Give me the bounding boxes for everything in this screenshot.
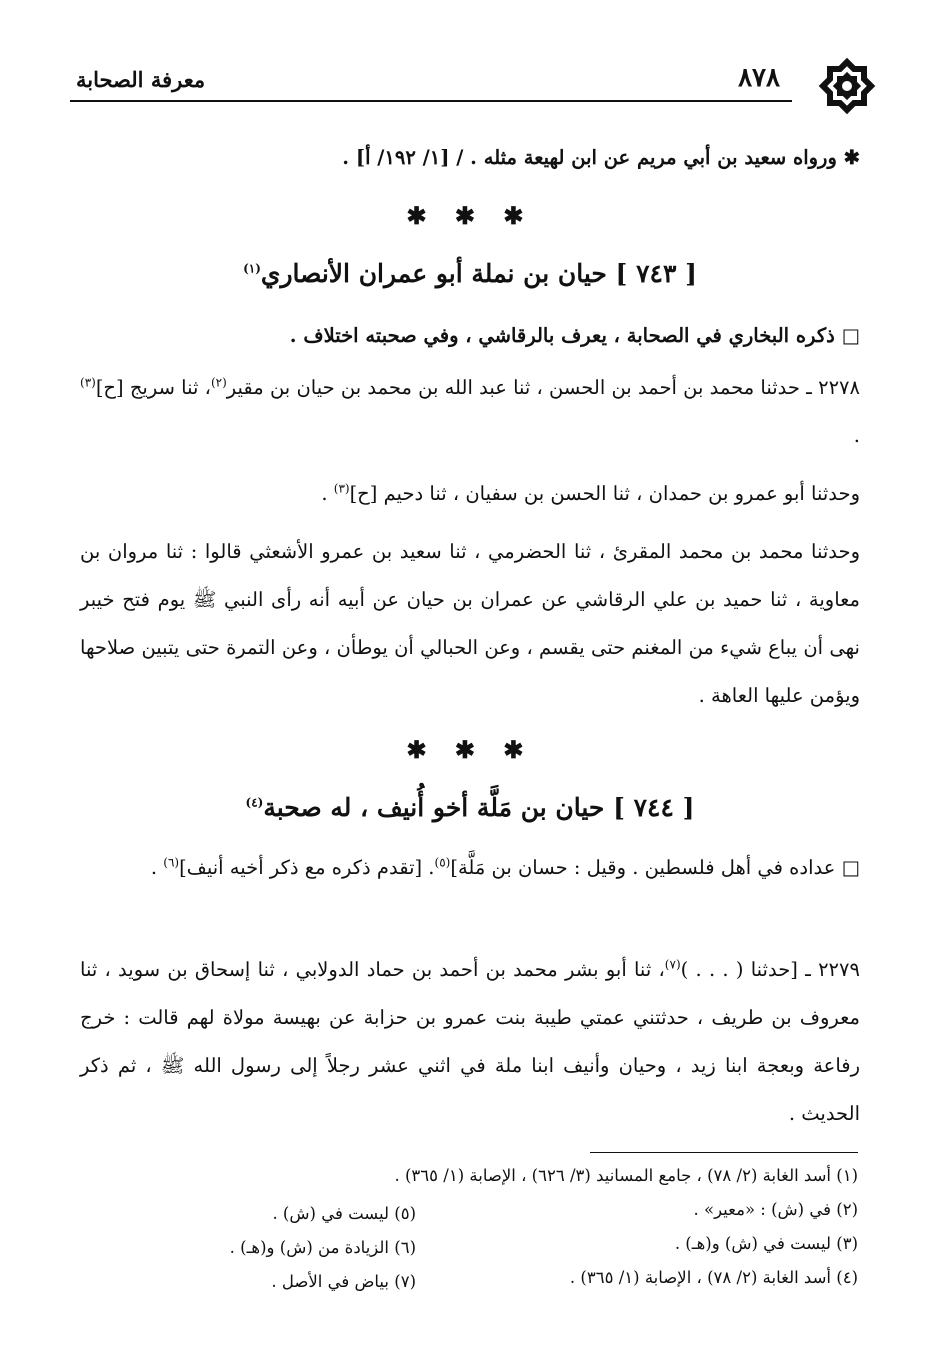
footnote-ref[interactable]: (١)	[243, 261, 261, 276]
hadith-2278-text: وحدثنا محمد بن محمد المقرئ ، ثنا الحضرمي ، ثنا سعيد بن عمرو الأشعثي قالوا : ثنا مروان بن معاوية ، ثنا حميد بن علي الرقاشي عن عمران بن حيان عن أبيه أنه رأى النبي ﷺ يوم فتح خيبر نهى أن يباع شيء من المغنم حتى يقسم ، وعن الحبالي أن يوطأن ، وعن التمرة حتى يتبين صلاحها ويؤمن عليها العاهة .	[80, 540, 860, 707]
header-rule	[70, 100, 792, 102]
book-title: معرفة الصحابة	[76, 67, 206, 92]
footnote-5: (٥) ليست في (ش) .	[272, 1204, 416, 1223]
footnote-7: (٧) بياض في الأصل .	[271, 1272, 416, 1291]
footnote-ref[interactable]: (٢)	[210, 375, 227, 390]
footnote-ref[interactable]: (٣)	[80, 375, 96, 390]
footnote-ref[interactable]: (٥)	[434, 855, 451, 870]
footnote-ref[interactable]: (٧)	[664, 957, 681, 972]
entry-743-intro: □ ذكره البخاري في الصحابة ، يعرف بالرقاشي ، وفي صحبته اختلاف .	[289, 324, 860, 347]
page-number: ٨٧٨	[738, 63, 780, 93]
ornament-icon	[816, 55, 878, 117]
separator-stars: ✱ ✱ ✱	[406, 735, 534, 764]
footnote-ref[interactable]: (٦)	[163, 855, 180, 870]
footnote-rule	[590, 1152, 858, 1153]
footnote-1: (١) أسد الغابة (٢/ ٧٨) ، جامع المسانيد (٣/ ٦٢٦) ، الإصابة (١/ ٣٦٥) .	[394, 1166, 858, 1185]
footnote-4: (٤) أسد الغابة (٢/ ٧٨) ، الإصابة (١/ ٣٦٥) .	[569, 1268, 858, 1287]
continuation-line: ✱ ورواه سعيد بن أبي مريم عن ابن لهيعة مثله . / [١/ ١٩٢/ أ] .	[342, 146, 860, 169]
footnote-ref[interactable]: (٤)	[245, 795, 264, 810]
separator-stars: ✱ ✱ ✱	[406, 201, 534, 230]
page-header	[70, 55, 870, 105]
hadith-2278-isnad: ٢٢٧٨ ـ حدثنا محمد بن أحمد بن الحسن ، ثنا عبد الله بن محمد بن حيان بن مقير$^{(٢)}$، ثنا سريج [ح]$^{(٣)}$ .	[80, 375, 860, 447]
footnote-3: (٣) ليست في (ش) و(هـ) .	[674, 1234, 858, 1253]
footnote-6: (٦) الزيادة من (ش) و(هـ) .	[229, 1238, 416, 1257]
entry-744-title: [ ٧٤٤ ] حيان بن مَلَّة أخو أُنيف ، له صحبة$^{(٤)}$	[245, 793, 695, 822]
footnote-2: (٢) في (ش) : «معير» .	[693, 1200, 858, 1219]
entry-744-intro: □ عداده في أهل فلسطين . وقيل : حسان بن مَلَّة]$^{(٥)}$. [تقدم ذكره مع ذكر أخيه أنيف]$^{(٦)}$ .	[150, 855, 860, 879]
footnote-ref[interactable]: (٣)	[333, 481, 350, 496]
entry-743-title: [ ٧٤٣ ] حيان بن نملة أبو عمران الأنصاري$^{(١)}$	[243, 259, 697, 288]
hadith-2279-text: ٢٢٧٩ ـ [حدثنا ( . . . )$^{(٧)}$، ثنا أبو بشر محمد بن أحمد بن حماد الدولابي ، ثنا إسحاق بن سويد ، ثنا معروف بن طريف ، حدثتني عمتي طيبة بنت عمرو بن حزابة عن بهيسة مولاة لهم قالت : خرج رفاعة وبعجة ابنا زيد ، وحيان وأنيف ابنا ملة في اثني عشر رجلاً إلى رسول الله ﷺ ، ثم ذكر الحديث .	[80, 957, 860, 1125]
hadith-2278-second-chain: وحدثنا أبو عمرو بن حمدان ، ثنا الحسن بن سفيان ، ثنا دحيم [ح]$^{(٣)}$ .	[321, 481, 860, 505]
